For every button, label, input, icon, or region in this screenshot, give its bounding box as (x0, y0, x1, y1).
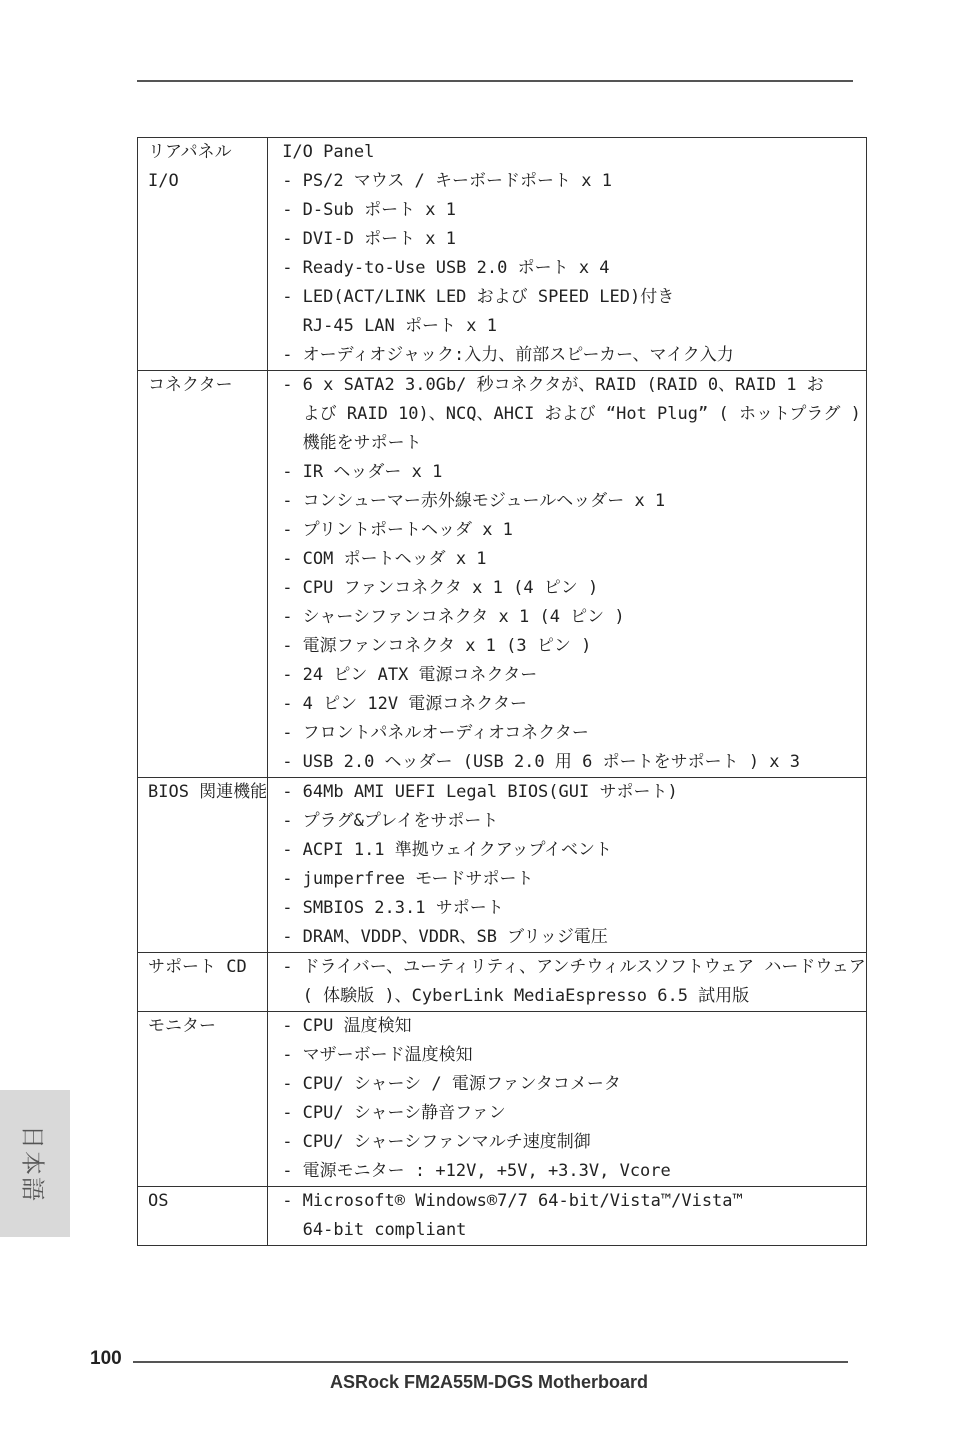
spec-value-line: - CPU 温度検知 (282, 1016, 412, 1036)
spec-value-cell (268, 371, 867, 778)
spec-value-line: - 電源モニター : +12V, +5V, +3.3V, Vcore (282, 1161, 671, 1181)
spec-value-cell (268, 138, 867, 371)
spec-value-line: - CPU/ シャーシファンマルチ速度制御 (282, 1132, 591, 1152)
spec-value-line: - USB 2.0 ヘッダー (USB 2.0 用 6 ポートをサポート ) x 3 (282, 752, 800, 772)
spec-value-cell (268, 1012, 867, 1187)
top-rule (137, 80, 853, 82)
spec-label: OS (148, 1191, 169, 1211)
spec-value-line: - 6 x SATA2 3.0Gb/ 秒コネクタが、RAID (RAID 0、RAID 1 お (282, 375, 824, 395)
spec-label-cell (138, 953, 268, 1012)
spec-value-line: ( 体験版 )、CyberLink MediaEspresso 6.5 試用版 (282, 986, 750, 1006)
spec-value-cell (268, 953, 867, 1012)
spec-value-line: - DRAM、VDDP、VDDR、SB ブリッジ電圧 (282, 927, 608, 947)
spec-value-line: - シャーシファンコネクタ x 1 (4 ピン ) (282, 607, 625, 627)
spec-value-line: - プリントポートヘッダ x 1 (282, 520, 513, 540)
spec-label: モニター (148, 1016, 216, 1036)
spec-label-cell (138, 1012, 268, 1187)
spec-value-line: - プラグ&プレイをサポート (282, 811, 499, 831)
spec-value-line: - Ready-to-Use USB 2.0 ポート x 4 (282, 258, 610, 278)
spec-table-body (138, 138, 867, 1246)
spec-row (138, 1012, 867, 1187)
spec-label-cell (138, 138, 268, 371)
spec-value-line: - 64Mb AMI UEFI Legal BIOS(GUI サポート) (282, 782, 678, 802)
spec-value-line: - IR ヘッダー x 1 (282, 462, 443, 482)
spec-value-line: よび RAID 10)、NCQ、AHCI および “Hot Plug” ( ホットプラグ ) (282, 404, 861, 424)
spec-value-line: - SMBIOS 2.3.1 サポート (282, 898, 504, 918)
spec-value-line: - オーディオジャック:入力、前部スピーカー、マイク入力 (282, 345, 734, 365)
spec-value-line: I/O Panel (282, 142, 375, 162)
spec-value-line: - 4 ピン 12V 電源コネクター (282, 694, 527, 714)
spec-value-line: - マザーボード温度検知 (282, 1045, 473, 1065)
spec-value-cell (268, 1187, 867, 1246)
spec-value-line: - D-Sub ポート x 1 (282, 200, 457, 220)
spec-value-cell (268, 778, 867, 953)
spec-value-line: - CPU/ シャーシ / 電源ファンタコメータ (282, 1074, 621, 1094)
spec-value-line: - COM ポートヘッダ x 1 (282, 549, 487, 569)
spec-label: コネクター (148, 375, 233, 395)
spec-value-line: 機能をサポート (282, 433, 422, 453)
spec-value-line: - ACPI 1.1 準拠ウェイクアップイベント (282, 840, 613, 860)
spec-value-line: 64-bit compliant (282, 1220, 467, 1240)
language-tab (0, 1090, 70, 1237)
spec-row (138, 778, 867, 953)
spec-label-cell (138, 778, 268, 953)
spec-value-line: - jumperfree モードサポート (282, 869, 534, 889)
spec-value-line: RJ-45 LAN ポート x 1 (282, 316, 497, 336)
page-number: 100 (90, 1348, 122, 1369)
spec-label-cell (138, 371, 268, 778)
spec-row (138, 371, 867, 778)
spec-row (138, 138, 867, 371)
spec-row (138, 953, 867, 1012)
spec-value-line: - CPU/ シャーシ静音ファン (282, 1103, 506, 1123)
language-tab-label: 日本語 (18, 1124, 47, 1203)
spec-value-line: - 24 ピン ATX 電源コネクター (282, 665, 538, 685)
spec-value-line: - Microsoft® Windows®7/7 64-bit/Vista™/Vista™ (282, 1191, 743, 1211)
spec-label: I/O (148, 171, 179, 191)
spec-label-cell (138, 1187, 268, 1246)
bottom-rule (133, 1361, 848, 1363)
spec-value-line: - ドライバー、ユーティリティ、アンチウィルスソフトウェア ハードウェア (282, 957, 866, 977)
spec-label: BIOS 関連機能 (148, 782, 268, 802)
spec-value-line: - CPU ファンコネクタ x 1 (4 ピン ) (282, 578, 599, 598)
spec-value-line: - LED(ACT/LINK LED および SPEED LED)付き (282, 287, 675, 307)
spec-value-line: - 電源ファンコネクタ x 1 (3 ピン ) (282, 636, 592, 656)
spec-value-line: - コンシューマー赤外線モジュールヘッダー x 1 (282, 491, 666, 511)
spec-value-line: - PS/2 マウス / キーボードポート x 1 (282, 171, 612, 191)
spec-label: リアパネル (148, 142, 232, 162)
footer-title: ASRock FM2A55M-DGS Motherboard (330, 1372, 649, 1392)
spec-value-line: - フロントパネルオーディオコネクター (282, 723, 589, 743)
spec-value-line: - DVI-D ポート x 1 (282, 229, 457, 249)
spec-table (137, 137, 867, 1246)
spec-row (138, 1187, 867, 1246)
spec-label: サポート CD (148, 957, 247, 977)
